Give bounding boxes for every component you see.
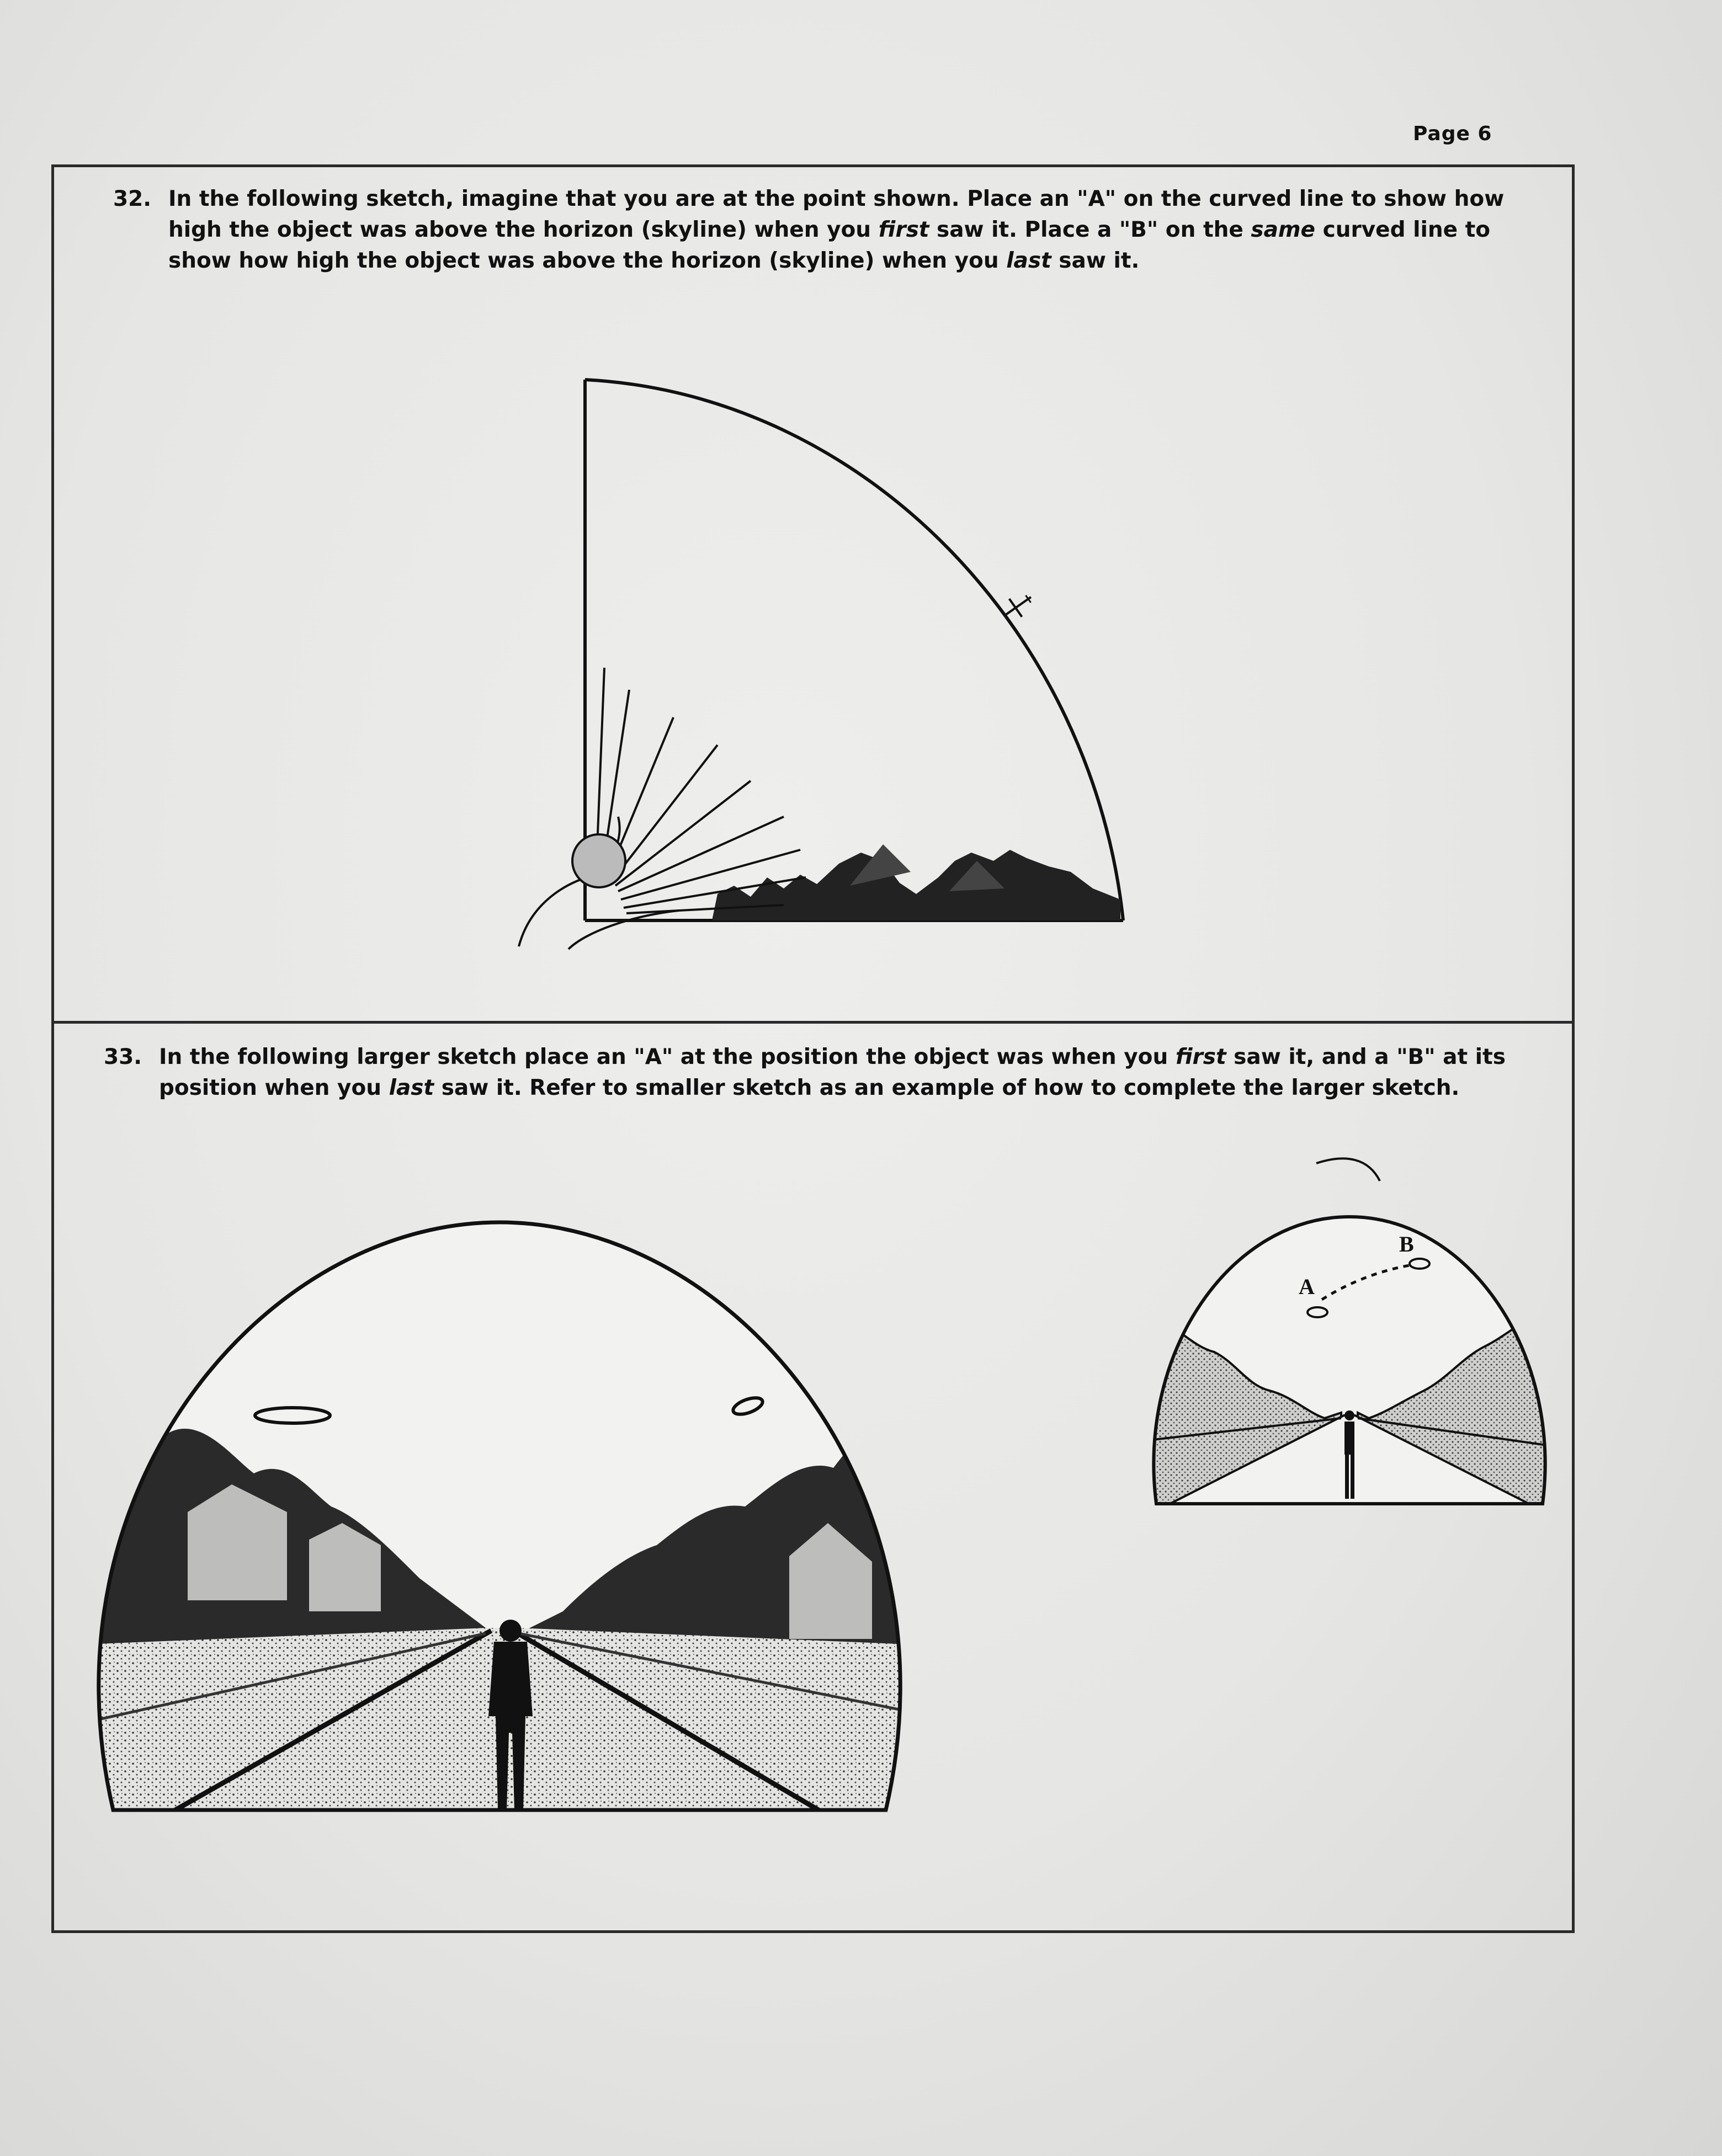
q32-text-part: curved line to show how high the object was above the horizon (skyline) when you <box>168 217 1491 273</box>
q33-text-part: saw it, and a "B" at its position when you <box>159 1045 1506 1100</box>
q32-text-part: saw it. Place a "B" on the <box>929 217 1251 242</box>
q33-example-sketch <box>1148 1158 1551 1506</box>
pointing-hand-icon <box>519 668 806 949</box>
q32-emphasis-last: last <box>1006 248 1051 273</box>
airplane-icon <box>1000 588 1038 624</box>
example-stray-mark <box>1316 1158 1380 1181</box>
q33-large-street-sketch[interactable] <box>83 1214 911 1821</box>
q32-emphasis-first: first <box>878 217 929 242</box>
question-33-number: 33. <box>104 1045 142 1069</box>
q32-text-part: saw it. <box>1051 248 1140 273</box>
page-number: Page 6 <box>1413 123 1492 145</box>
q32-emphasis-same: same <box>1251 217 1316 242</box>
q33-emphasis-first: first <box>1175 1045 1226 1069</box>
q33-text-part: In the following larger sketch place an "A" at the position the object was when you <box>159 1045 1176 1069</box>
example-label-b: B <box>1399 1232 1414 1257</box>
q32-sky-quadrant <box>519 380 1123 949</box>
q33-emphasis-last: last <box>389 1076 434 1100</box>
question-32-number: 32. <box>113 187 152 211</box>
q33-text-part: saw it. Refer to smaller sketch as an example of how to complete the larger sketch. <box>434 1076 1460 1100</box>
q32-curved-line[interactable] <box>585 380 1123 920</box>
q32-text-part: In the following sketch, imagine that you are at the point shown. Place an "A" on the curved line to show how high the object was above the horizon (skyline) when you <box>168 187 1505 242</box>
example-label-a: A <box>1299 1274 1315 1299</box>
